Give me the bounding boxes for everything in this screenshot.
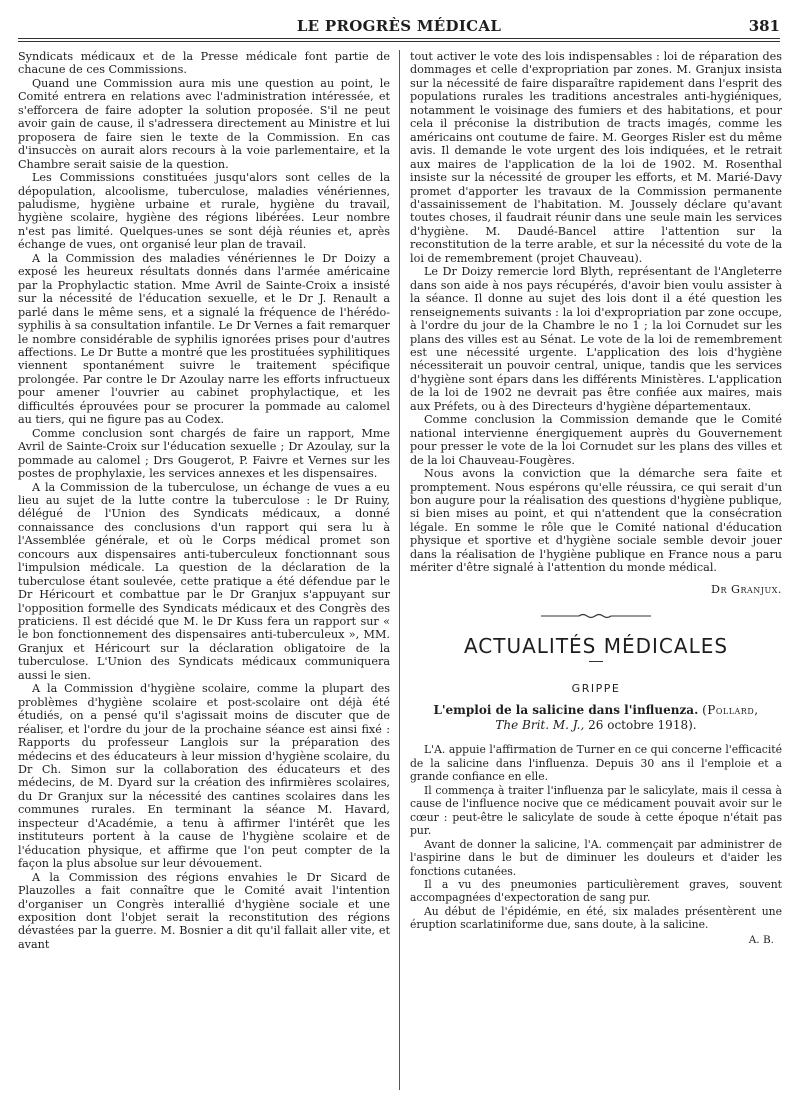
paragraph: Quand une Commission aura mis une question au point, le Comité entrera en relations avec l'administration intéressée, et s'efforcera de faire adopter la solution proposée. S'il ne peut avoir gain de cause, il s'adressera directement au Ministre et lui proposera de faire sien le texte de la Commission. En cas d'insuccès on aurait alors recours à la voie parlementaire, et la Chambre serait saisie de la question. xyxy=(18,76,390,171)
section-title: ACTUALITÉS MÉDICALES xyxy=(463,633,729,658)
paragraph: L'A. appuie l'affirmation de Turner en ce qui concerne l'efficacité de la salicine dans l'influenza. Depuis 30 ans il l'emploie et a grande confiance en elle. xyxy=(410,743,782,784)
article-initials: A. B. xyxy=(748,933,774,946)
paragraph: Syndicats médicaux et de la Presse médicale font partie de chacune de ces Commissions. xyxy=(18,50,390,77)
article-body xyxy=(410,743,782,931)
page-number: 381 xyxy=(748,17,780,35)
article-date: 26 octobre 1918). xyxy=(588,718,697,733)
paragraph: Comme conclusion la Commission demande que le Comité national intervienne énergiquement auprès du Gouvernement pour presser le vote de la loi Cornudet sur les plans des villes et de la loi Chauveau-Fougères. xyxy=(410,413,782,467)
article-source: The Brit. M. J., xyxy=(495,718,585,733)
page-header xyxy=(18,14,780,36)
header-rule xyxy=(18,38,780,39)
column-divider xyxy=(399,50,400,1090)
paragraph: A la Commission de la tuberculose, un échange de vues a eu lieu au sujet de la lutte contre la tuberculose : le Dr Ruiny, délégué de l'Union des Syndicats médicaux, a donné connaissance des conclusions d'un rapport qui sera lu à l'Assemblée générale, et où le Corps médical promet son concours aux dispensaires anti-tuberculeux fonctionnant sous l'impulsion médicale. La question de la déclaration de la tuberculose étant soulevée, cette pratique a été défendue par le Dr Héricourt et combattue par le Dr Granjux s'appuyant sur l'opposition formelle des Syndicats médicaux et des Congrès des praticiens. Il est décidé que M. le Dr Kuss fera un rapport sur « le bon fonctionnement des dispensaires anti-tuberculeux », MM. Granjux et Héricourt sur la déclaration obligatoire de la tuberculose. L'Union des Syndicats médicaux communiquera aussi le sien. xyxy=(18,480,390,682)
left-column xyxy=(18,50,390,951)
section-rule xyxy=(589,661,603,662)
paragraph: A la Commission d'hygiène scolaire, comme la plupart des problèmes d'hygiène scolaire et post-scolaire ont déjà été étudiés, on a pensé qu'il s'agissait moins de discuter que de réaliser, et l'ordre du jour de la prochaine séance est ainsi fixé : Rapports du professeur Langlois sur la préparation des médecins et des éducateurs à leur mission d'hygiène scolaire, du Dr Ch. Simon sur la collaboration des éducateurs et des médecins, de M. Dyard sur la création des infirmières scolaires, du Dr Granjux sur la nécessité des cantines scolaires dans les communes rurales. En terminant la séance M. Havard, inspecteur d'Académie, a tenu à affirmer l'intérêt que les instituteurs portent à la cause de l'hygiène scolaire et de l'éducation physique, et affirme que l'on peut compter de la façon la plus absolue sur leur dévouement. xyxy=(18,682,390,871)
journal-title: LE PROGRÈS MÉDICAL xyxy=(296,17,502,35)
paragraph: Le Dr Doizy remercie lord Blyth, représentant de l'Angleterre dans son aide à nos pays récupérés, d'avoir bien voulu assister à la séance. Il donne au sujet des lois dont il a été question les renseignements suivants : la loi d'expropriation par zone occupe, à l'ordre du jour de la Chambre le no 1 ; la loi Cornudet sur les plans des villes est au Sénat. Le vote de la loi de remembrement est une nécessité urgente. L'application des lois d'hygiène nécessiterait un pouvoir central, unique, tandis que les services d'hygiène sont épars dans les différents Ministères. L'application de la loi de 1902 ne devrait pas être confiée aux maires, mais aux Préfets, ou à des Directeurs d'hygiène départementaux. xyxy=(410,265,782,413)
signature: Dr Granjux. xyxy=(711,582,782,596)
ornament-flourish-icon xyxy=(541,612,651,620)
paragraph: Comme conclusion sont chargés de faire un rapport, Mme Avril de Sainte-Croix sur l'éducation sexuelle ; Dr Azoulay, sur la pommade au calomel ; Drs Gougerot, P. Faivre et Vernes sur les postes de prophylaxie, les services annexes et les dispensaires. xyxy=(18,426,390,481)
article-author: (Pollard, xyxy=(702,703,759,718)
paragraph: tout activer le vote des lois indispensables : loi de réparation des dommages et celle d'expropriation par zones. M. Granjux insista sur la nécessité de faire disparaître rapidement dans l'esprit des populations rurales les traditions ancestrales anti-hygiéniques, notamment le voisinage des fumiers et des habitations, et pour cela il préconise la distribution de tracts imagés, comme les américains ont coutume de faire. M. Georges Risler est du même avis. Il demande le vote urgent des lois indiquées, et le retrait aux maires de l'application de la loi de 1902. M. Rosenthal insiste sur la nécessité de grouper les efforts, et M. Marié-Davy promet d'apporter les travaux de la Commission permanente d'assainissement de l'habitation. M. Joussely déclare qu'avant toutes choses, il faudrait réunir dans une seule main les services d'hygiène. M. Daudé-Bancel attire l'attention sur la reconstitution de la terre arable, et sur la nécessité du vote de la loi de remembrement (projet Chauveau). xyxy=(410,50,782,265)
paragraph: Nous avons la conviction que la démarche sera faite et promptement. Nous espérons qu'elle réussira, ce qui serait d'un bon augure pour la réalisation des questions d'hygiène publique, si bien mises au point, et qui n'attendent que la consécration légale. En somme le rôle que le Comité national d'éducation physique et sportive et d'hygiène sociale semble devoir jouer dans la réalisation de l'hygiène publique en France nous a paru mériter d'être signalé à l'attention du monde médical. xyxy=(410,467,782,575)
header-rule-secondary xyxy=(18,41,780,42)
paragraph: Il commença à traiter l'influenza par le salicylate, mais il cessa à cause de l'influence nocive que ce médicament pouvait avoir sur le cœur : peut-être le salicylate de soude à cette époque n'était pas pur. xyxy=(410,783,782,838)
paragraph: Il a vu des pneumonies particulièrement graves, souvent accompagnées d'expectoration de sang pur. xyxy=(410,878,782,905)
paragraph: Au début de l'épidémie, en été, six malades présentèrent une éruption scarlatiniforme due, sans doute, à la salicine. xyxy=(410,904,782,932)
article-heading xyxy=(410,703,782,733)
paragraph: Les Commissions constituées jusqu'alors sont celles de la dépopulation, alcoolisme, tuberculose, maladies vénériennes, paludisme, hygiène urbaine et rurale, hygiène du travail, hygiène scolaire, hygiène des régions libérées. Leur nombre n'est pas limité. Quelques-unes se sont déjà réunies et, après échange de vues, ont organisé leur plan de travail. xyxy=(18,171,390,252)
right-column xyxy=(410,50,782,947)
paragraph: Avant de donner la salicine, l'A. commençait par administrer de l'aspirine dans le but de diminuer les douleurs et d'aider les fonctions cutanées. xyxy=(410,837,782,878)
paragraph: A la Commission des maladies vénériennes le Dr Doizy a exposé les heureux résultats donnés dans l'armée américaine par la Prophylactic station. Mme Avril de Sainte-Croix a insisté sur la nécessité de l'éducation sexuelle, et le Dr J. Renault a parlé dans le même sens, et a signalé la fréquence de l'hérédo-syphilis à sa consultation infantile. Le Dr Vernes a fait remarquer le nombre considérable de syphilis ignorées prises pour d'autres affections. Le Dr Butte a montré que les prostituées syphilitiques viennent spontanément suivre le traitement spécifique prolongée. Par contre le Dr Azoulay narre les efforts infructueux pour amener l'ouvrier au cabinet prophylactique, et les difficultés éprouvées pour se procurer la pommade au calomel au tiers, qui ne figure pas au Codex. xyxy=(18,251,390,427)
ornament-divider xyxy=(410,610,782,623)
article-title: L'emploi de la salicine dans l'influenza. xyxy=(433,703,699,718)
subsection-title: GRIPPE xyxy=(571,682,621,696)
paragraph: A la Commission des régions envahies le Dr Sicard de Plauzolles a fait connaître que le Comité avait l'intention d'organiser un Congrès interallié d'hygiène sociale et une exposition dont l'objet serait la reconstitution des régions dévastées par la guerre. M. Bosnier a dit qu'il fallait aller vite, et avant xyxy=(18,870,390,951)
